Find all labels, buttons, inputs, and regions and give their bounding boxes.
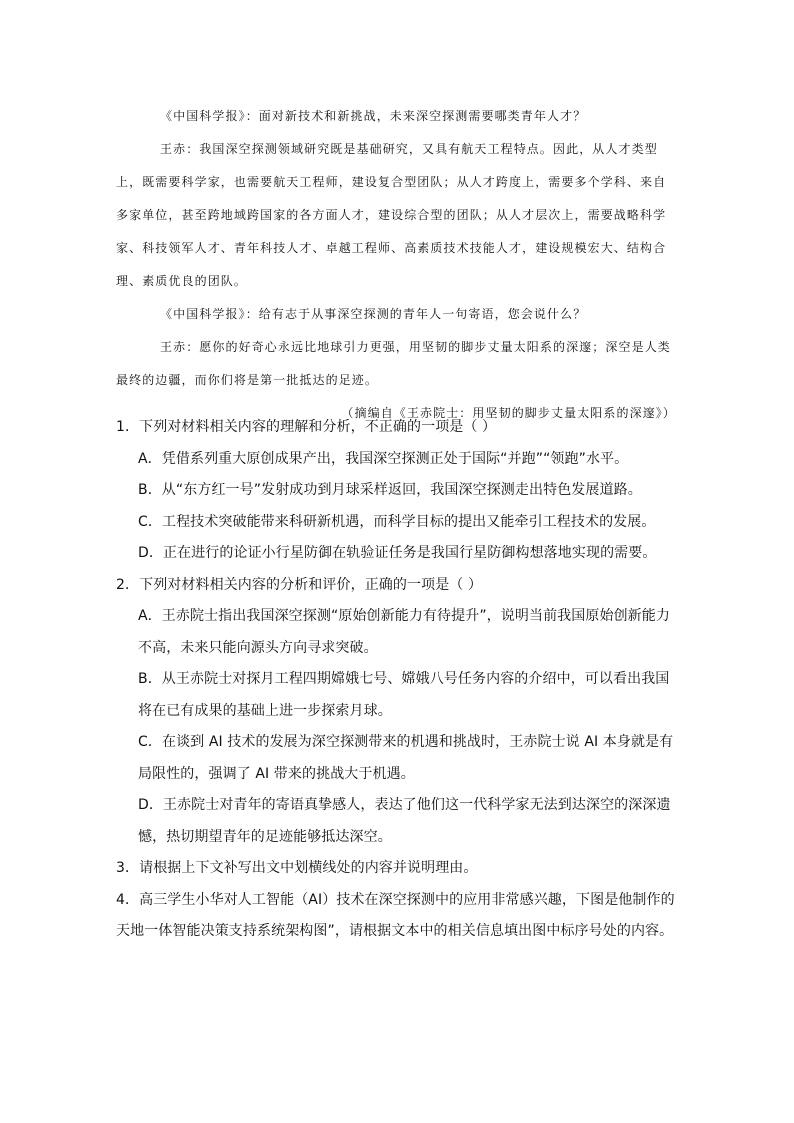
question-2-choice-a: A．王赤院士指出我国深空探测“原始创新能力有待提升”，说明当前我国原始创新能力不高，未来只能向源头方向寻求突破。: [138, 608, 670, 656]
question-from-reporter: 《中国科学报》：面对新技术和新挑战，未来深空探测需要哪类青年人才？: [160, 109, 587, 123]
answer-wang-chi: 王赤：我国深空探测领域研究既是基础研究，又具有航天工程特点。因此，从人才类型上，既需要科学家，也需要航天工程师，建设复合型团队；从人才跨度上，需要多个学科、来自多家单位，甚至跨地域跨国家的各方面人才，建设综合型的团队；从人才层次上，需要战略科学家、科技领军人才、青年科技人才、卓越工程师、高素质技术技能人才，建设规模宏大、结构合理、素质优良的团队。: [116, 142, 667, 288]
question-3: 3．请根据上下文补写出文中划横线处的内容并说明理由。: [116, 860, 478, 876]
source-citation: （摘编自《王赤院士：用坚韧的脚步丈量太阳系的深邃》）: [341, 406, 676, 420]
question-1-choice-a: A．凭借系列重大原创成果产出，我国深空探测正处于国际“并跑”“领跑”水平。: [138, 450, 629, 467]
question-1-choice-d: D．正在进行的论证小行星防御在轨验证任务是我国行星防御构想落地实现的需要。: [138, 545, 657, 561]
question-1: 1．下列对材料相关内容的理解和分析，不正确的一项是（ ）: [116, 419, 497, 435]
question-2-choice-b: B．从王赤院士对探月工程四期嫦娥七号、嫦娥八号任务内容的介绍中，可以看出我国将在已有成果的基础上进一步探索月球。: [138, 671, 670, 719]
question-list: [116, 412, 678, 948]
question-2-choice-c: C．在谈到 AI 技术的发展为深空探测带来的机遇和挑战时，王赤院士说 AI 本身就是有局限性的，强调了 AI 带来的挑战大于机遇。: [138, 734, 674, 782]
question-4: 4．高三学生小华对人工智能（AI）技术在深空探测中的应用非常感兴趣，下图是他制作的天地一体智能决策支持系统架构图”，请根据文本中的相关信息填出图中标序号处的内容。: [116, 891, 675, 939]
answer-wang-chi: 王赤：愿你的好奇心永远比地球引力更强，用坚韧的脚步丈量太阳系的深邃；深空是人类最终的边疆，而你们将是第一批抵达的足迹。: [116, 340, 671, 387]
interview-excerpt: [116, 100, 676, 429]
question-from-reporter: 《中国科学报》：给有志于从事深空探测的青年人一句寄语，您会说什么？: [160, 307, 587, 321]
question-2: 2．下列对材料相关内容的分析和评价，正确的一项是（ ）: [116, 576, 483, 593]
question-1-choice-c: C．工程技术突破能带来科研新机遇，而科学目标的提出又能牵引工程技术的发展。: [138, 513, 656, 530]
question-2-choice-d: D．王赤院士对青年的寄语真挚感人，表达了他们这一代科学家无法到达深空的深深遗憾，热切期望青年的足迹能够抵达深空。: [138, 797, 671, 845]
question-1-choice-b: B．从“东方红一号”发射成功到月球采样返回，我国深空探测走出特色发展道路。: [138, 482, 642, 498]
